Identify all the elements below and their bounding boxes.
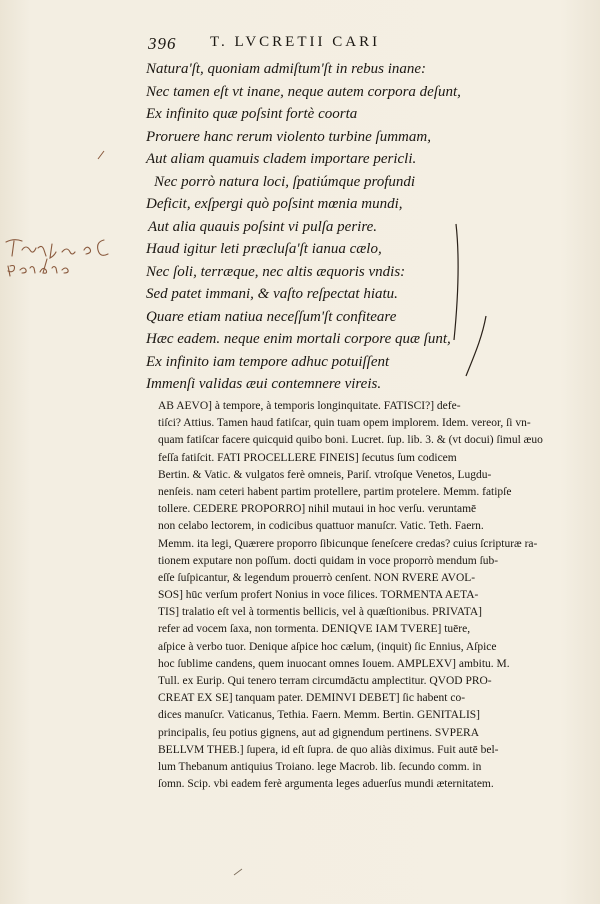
verse-line: Proruere hanc rerum violento turbine ſummam, bbox=[146, 128, 431, 145]
commentary-line: Tull. ex Eurip. Qui tenero terram circumdāctu amplectitur. QVOD PRO- bbox=[158, 675, 492, 687]
commentary-line: tiſci? Attius. Tamen haud fatiſcar, quin tuam opem implorem. Idem. vereor, ſi vn- bbox=[158, 417, 531, 430]
commentary-line: CREAT EX SE] tanquam pater. DEMINVI DEBET] ſic habent co- bbox=[158, 692, 466, 705]
verse-line: Deficit, exſpergi quò poſsint mœnia mundi, bbox=[146, 196, 403, 212]
commentary-line: SOS] hūc verſum profert Nonius in voce ſilices. TORMENTA AETA- bbox=[158, 589, 479, 602]
verse-line: Nec tamen eſt vt inane, neque autem corpora deſunt, bbox=[146, 83, 461, 100]
verse-line: Ex infinito iam tempore adhuc potuiſſent bbox=[146, 353, 390, 370]
commentary-line: non celabo lectorem, in codicibus quattuor manuſcr. Vatic. Teth. Faern. bbox=[158, 520, 484, 533]
running-title: T. LVCRETII CARI bbox=[210, 34, 381, 50]
verse-line: Immenſi validas æui contemnere vireis. bbox=[146, 376, 382, 392]
handwritten-marginal-note bbox=[0, 232, 130, 282]
commentary-line: TIS] tralatio eſt vel à tormentis bellicis, vel à quæſtionibus. PRIVATA] bbox=[158, 606, 483, 619]
commentary-line: aſpice à verbo tuor. Denique aſpice hoc cælum, (inquit) ſic Ennius, Aſpice bbox=[158, 640, 497, 653]
verse-line: Aut alia quauis poſsint vi pulſa perire. bbox=[148, 218, 378, 235]
verse-line: Haud igitur leti præcluſa'ſt ianua cælo, bbox=[146, 241, 382, 257]
commentary-block bbox=[158, 398, 568, 793]
commentary-line: eſſe ſuſpicantur, & legendum prouerrò cenſent. NON RVERE AVOL- bbox=[158, 571, 476, 584]
marginal-bracket-mark bbox=[440, 220, 500, 380]
page-number: 396 bbox=[148, 34, 177, 53]
commentary-line: Bertin. & Vatic. & vulgatos ferè omneis, Pariſ. vtroſque Venetos, Lugdu- bbox=[158, 468, 492, 481]
verse-line: Natura'ſt, quoniam admiſtum'ſt in rebus inane: bbox=[146, 61, 427, 77]
commentary-line: hoc ſublime candens, quem inuocant omnes Iouem. AMPLEXV] ambitu. M. bbox=[158, 657, 510, 670]
commentary-line: dices manuſcr. Vaticanus, Tethia. Faern. Memm. Bertin. GENITALIS] bbox=[158, 709, 481, 722]
verse-line: Sed patet immani, & vaſto reſpectat hiatu. bbox=[146, 286, 398, 302]
commentary-line: BELLVM THEB.] ſupera, id eſt ſupra. de quo aliàs diximus. Fuit autē bel- bbox=[158, 743, 499, 756]
commentary-line: feſſa fatiſcit. FATI PROCELLERE FINEIS] ſecutus ſum codicem bbox=[158, 451, 457, 464]
commentary-line: tionem exputare non poſſum. docti quidam in voce proporrò mendum ſub- bbox=[158, 554, 499, 567]
commentary-line: lum Thebanum antiquius Troiano. lege Macrob. lib. ſecundo comm. in bbox=[158, 760, 482, 773]
verse-line: Hæc eadem. neque enim mortali corpore quæ ſunt, bbox=[146, 331, 451, 347]
pencil-mark bbox=[232, 862, 244, 872]
verse-line: Nec ſoli, terræque, nec altis æquoris vndis: bbox=[146, 263, 406, 280]
commentary-line: AB AEVO] à tempore, à temporis longinquitate. FATISCI?] defe- bbox=[158, 400, 461, 412]
verse-line: Quare etiam natiua neceſſum'ſt confiteare bbox=[146, 308, 397, 325]
commentary-line: principalis, ſeu potius gignens, aut ad gignendum pertinens. SVPERA bbox=[158, 726, 480, 739]
page-header bbox=[148, 34, 468, 56]
verse-line: Nec porrò natura loci, ſpatiúmque profundi bbox=[154, 173, 416, 190]
commentary-line: quam fatiſcar facere quicquid quibo boni. Lucret. ſup. lib. 3. & (vt docui) ſimul æuo bbox=[158, 434, 543, 447]
commentary-line: Memm. ita legi, Quærere proporro ſibicunque ſeneſcere credas? cuius ſcripturæ ra- bbox=[158, 537, 538, 550]
verse-line: Aut aliam quamuis cladem importare pericli. bbox=[146, 151, 417, 167]
margin-tick-mark bbox=[96, 146, 106, 158]
commentary-line: nenſeis. nam ceteri habent partim protellere, partim protelere. Memm. fatipſe bbox=[158, 485, 512, 498]
commentary-line: ſomn. Scip. vbi eadem ferè argumenta leges aduerſus mundi æternitatem. bbox=[158, 778, 494, 791]
commentary-line: refer ad vocem ſaxa, non tormenta. DENIQVE IAM TVERE] tuēre, bbox=[158, 623, 471, 636]
commentary-line: tollere. CEDERE PROPORRO] nihil mutaui in hoc verſu. veruntamē bbox=[158, 503, 477, 516]
verse-line: Ex infinito quæ poſsint fortè coorta bbox=[146, 106, 358, 122]
